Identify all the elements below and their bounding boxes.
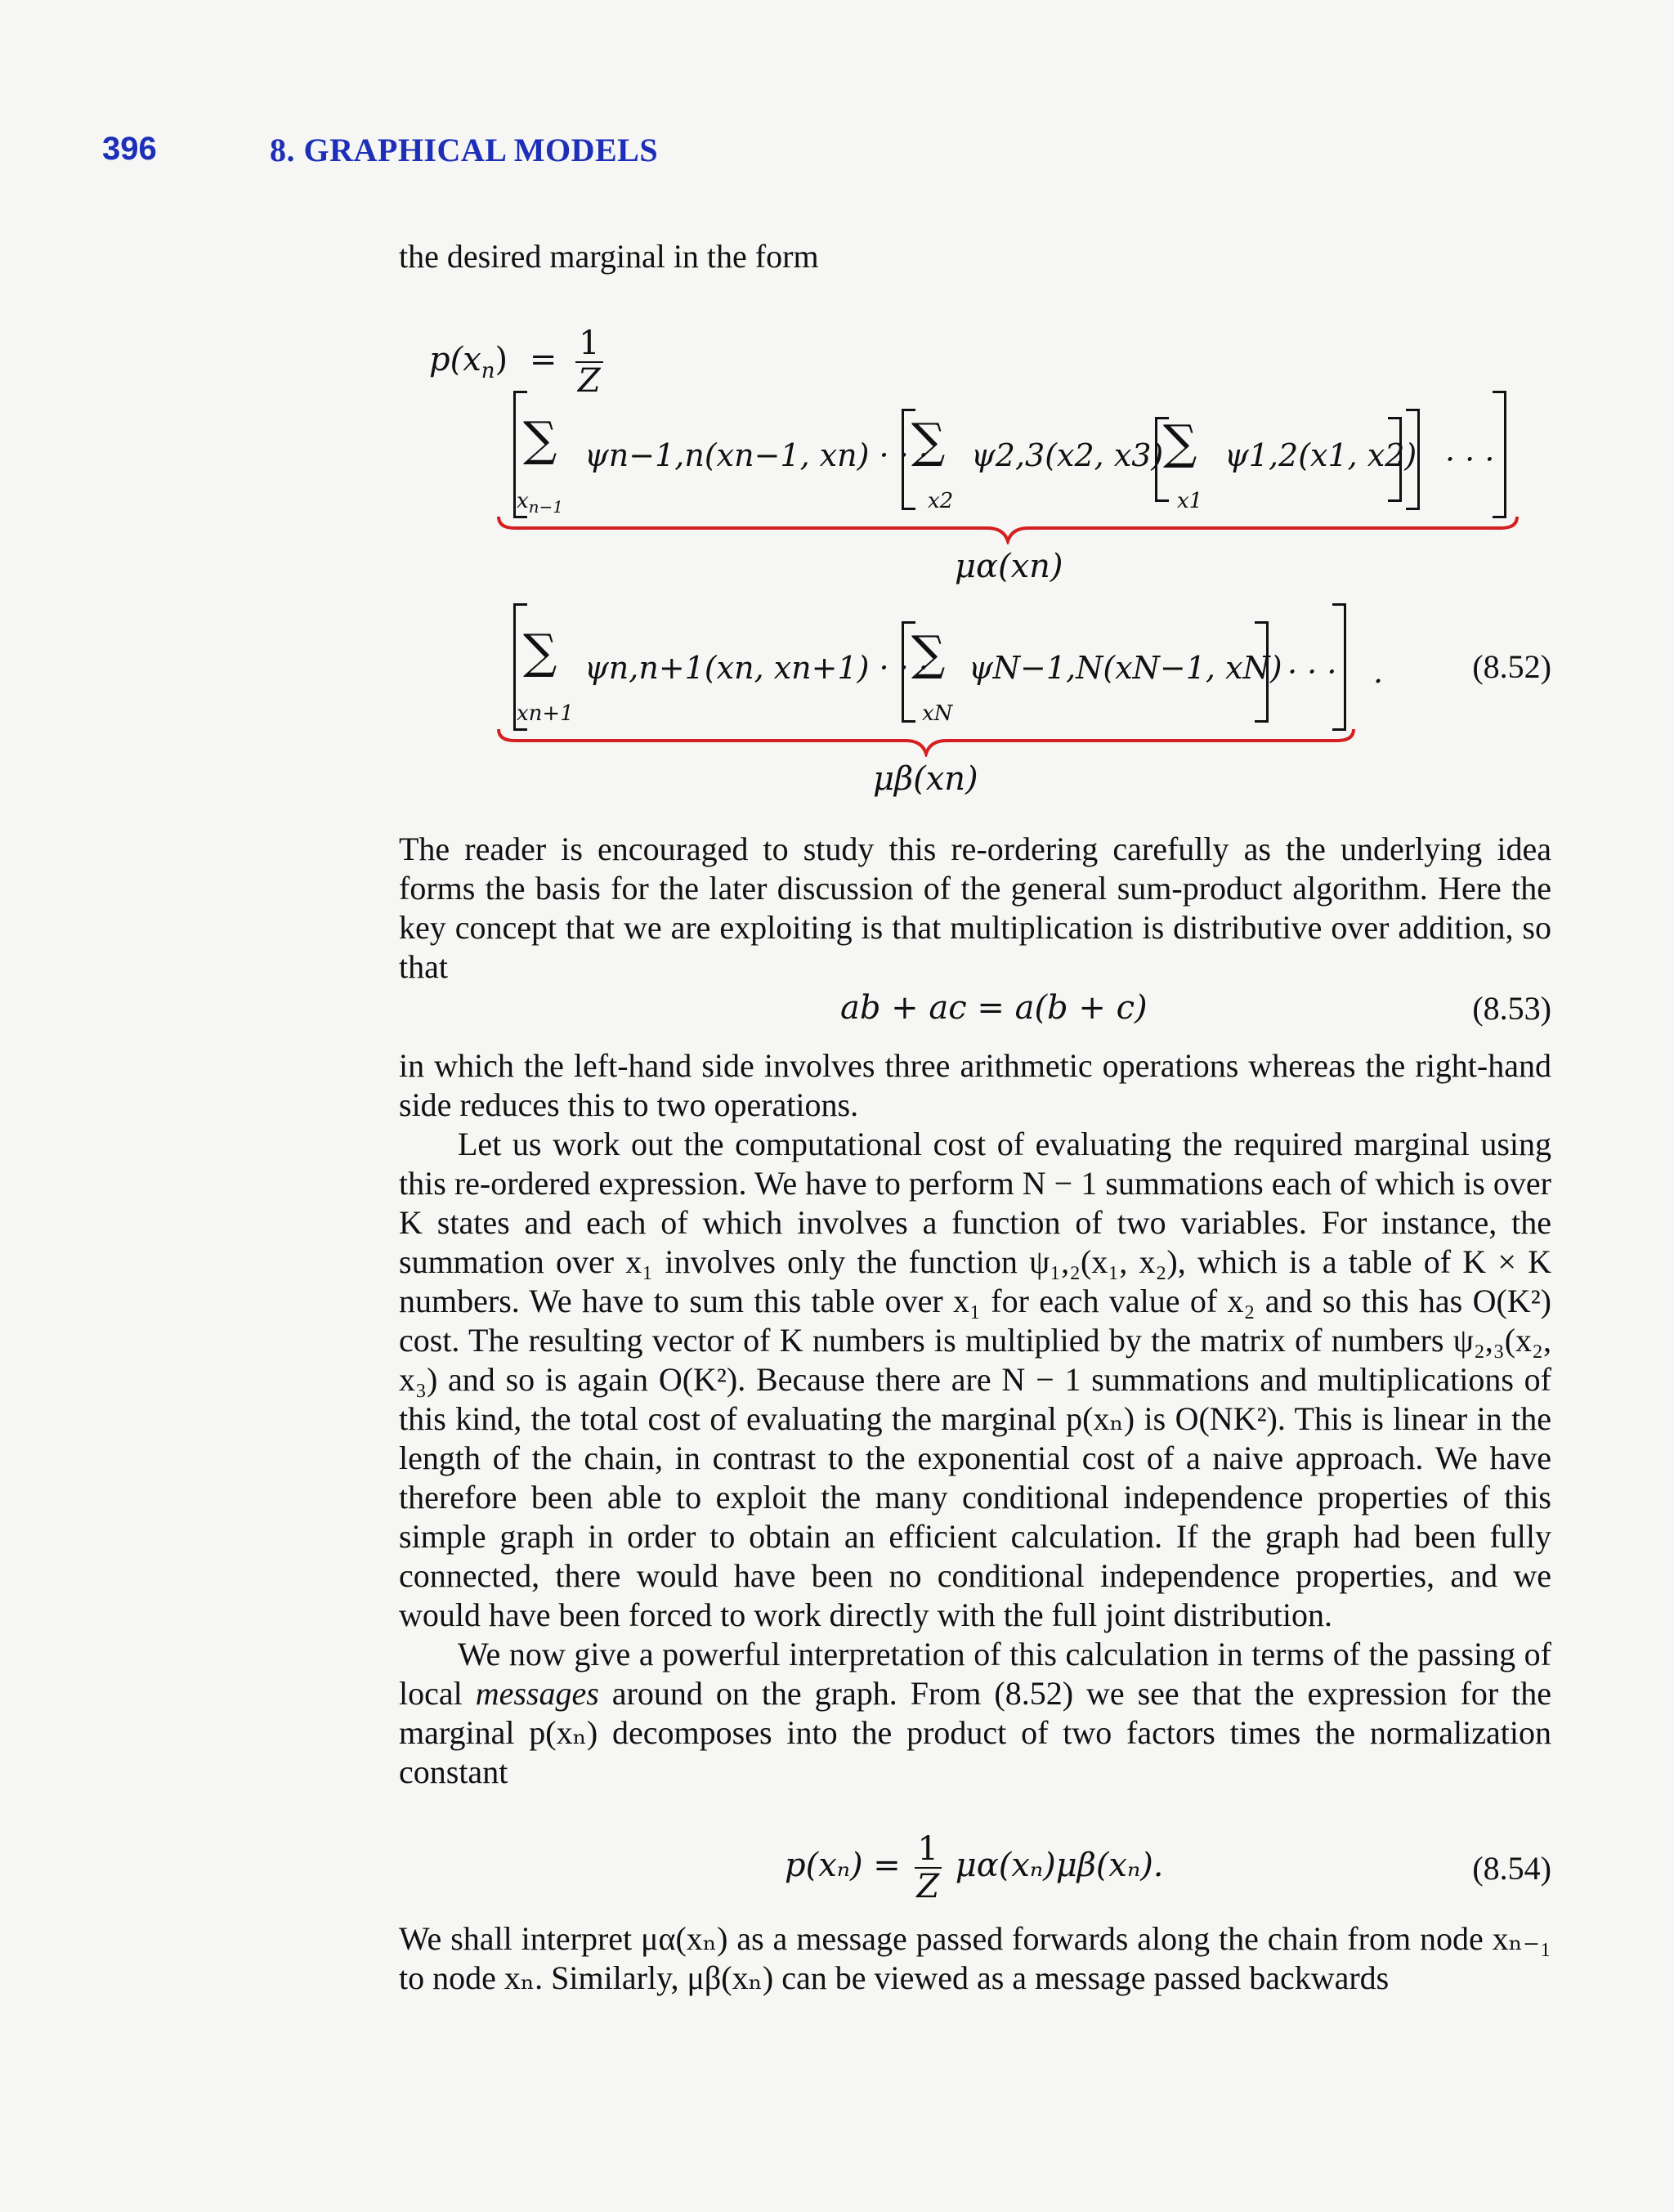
eq852-label: (8.52) <box>1472 648 1551 685</box>
mu-beta-label: μβ(xn) <box>873 760 978 798</box>
sum-symbol: ∑ <box>1163 414 1197 470</box>
sum-symbol: ∑ <box>911 625 946 681</box>
eq854-label: (8.54) <box>1472 1850 1551 1887</box>
row1-term-a: ψn−1,n(xn−1, xn) · · · <box>584 437 929 473</box>
paragraph-1: The reader is encouraged to study this re-ordering carefully as the underlying idea forms the basis for the later discussion of the general sum-product algorithm. Here the key concept that we are exploiting is that multiplication is distributive over addition, so that <box>399 831 1551 985</box>
sum-symbol: ∑ <box>523 411 557 467</box>
messages-emphasis: messages <box>475 1675 599 1712</box>
sum-symbol: ∑ <box>911 413 946 468</box>
eq853-expr: ab + ac = a(b + c) <box>840 989 1148 1027</box>
row1-sum-a-sub: $x_{n-1}$ <box>517 489 564 517</box>
row2-sum-b-sub: xN <box>922 701 953 726</box>
paragraph-4: We now give a powerful interpretation of this calculation in terms of the passing of local messages around on the graph. From (8.52) we see that the expression for the marginal p(xₙ) decomposes into the product of two factors times the normalization constant <box>399 1636 1552 1790</box>
row2-outer-right-bracket <box>1332 603 1346 731</box>
row1-underbrace <box>497 515 1519 544</box>
row1-term-c: ψ1,2(x1, x2) <box>1224 437 1417 473</box>
row2-term-b: ψN−1,N(xN−1, xN) <box>969 650 1282 686</box>
row1-term-b: ψ2,3(x2, x3) <box>971 437 1164 473</box>
sum-symbol: ∑ <box>523 624 557 679</box>
row2-underbrace <box>497 728 1355 757</box>
row1-outer-right-bracket <box>1493 391 1506 518</box>
page-number: 396 <box>102 131 157 167</box>
row1-inner-right-bracket <box>1388 417 1402 502</box>
row1-sum-c-sub: x1 <box>1177 489 1203 513</box>
chapter-title: 8. GRAPHICAL MODELS <box>270 132 659 168</box>
row1-trail: · · · <box>1445 441 1495 477</box>
paragraph-3: Let us work out the computational cost of evaluating the required marginal using this re-ordered expression. We have to perform N − 1 summations each of which is over K states and each of which involves a function of two variables. For instance, the summation over x₁ involves only the function ψ₁,₂(x₁, x₂), which is a table of K × K numbers. We have to sum this table over x₁ for each value of x₂ and so this has O(K²) cost. The resulting vector of K numbers is multiplied by the matrix of numbers ψ₂,₃(x₂, x₃) and so is again O(K²). Because there are N − 1 summations and multiplications of this kind, the total cost of evaluating the marginal p(xₙ) is O(NK²). This is linear in the length of the chain, in contrast to the exponential cost of a naive approach. We have therefore been able to exploit the many conditional independence properties of this simple graph in order to obtain an efficient calculation. If the graph had been fully connected, there would have been no conditional independence properties, and we would have been forced to work directly with the full joint distribution. <box>399 1126 1551 1633</box>
eq854-fraction: $\frac{1}{Z}$ <box>915 1831 942 1905</box>
mu-alpha-label: μα(xn) <box>955 548 1063 585</box>
eq852-lhs: $p(x_n)$ = $\frac{1}{Z}$ <box>429 325 603 399</box>
row1-mid-right-bracket <box>1406 409 1420 510</box>
row2-period: . <box>1373 654 1384 690</box>
paragraph-5: We shall interpret μα(xₙ) as a message passed forwards along the chain from node xₙ₋₁ to node xₙ. Similarly, μβ(xₙ) can be viewed as a message passed backwards <box>399 1920 1551 1996</box>
row2-sum-a-sub: xn+1 <box>517 701 574 726</box>
paragraph-2: in which the left-hand side involves three arithmetic operations whereas the right-hand side reduces this to two operations. <box>399 1047 1551 1123</box>
eq852-fraction: $\frac{1}{Z}$ <box>575 325 602 399</box>
row2-inner-right-bracket <box>1255 621 1269 723</box>
row2-trail: · · · <box>1287 654 1337 690</box>
row1-sum-b-sub: x2 <box>928 489 954 513</box>
eq853-label: (8.53) <box>1472 990 1551 1027</box>
eq854-expr: p(xₙ) = $\frac{1}{Z}$ μα(xₙ)μβ(xₙ). <box>785 1830 1164 1905</box>
intro-text: the desired marginal in the form <box>399 238 819 275</box>
row2-term-a: ψn,n+1(xn, xn+1) · · · <box>584 650 929 686</box>
page-header <box>102 131 1551 180</box>
paragraph-2-3 <box>399 1046 1551 1792</box>
